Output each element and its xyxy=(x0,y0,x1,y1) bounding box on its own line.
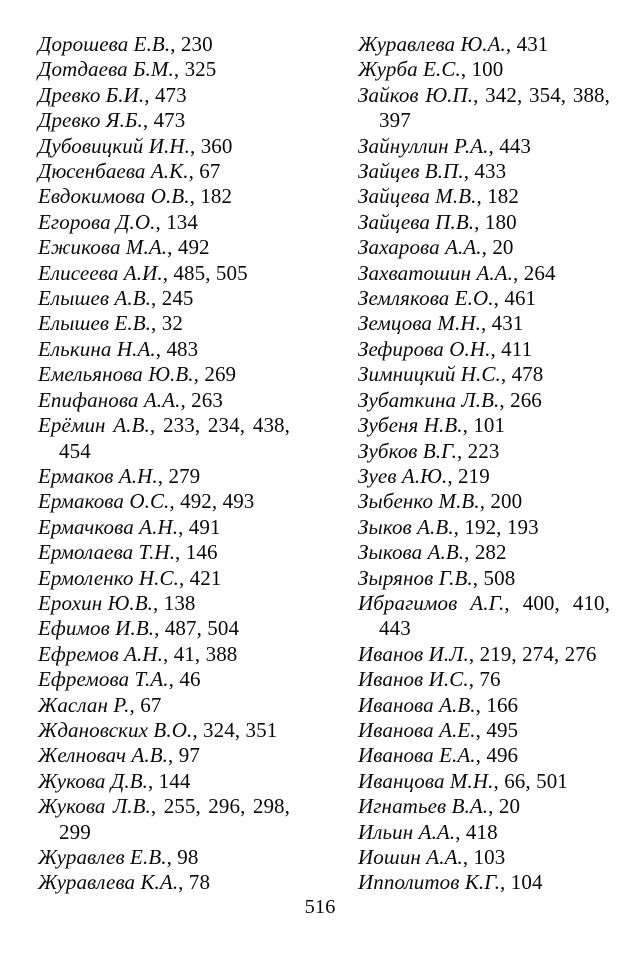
entry-name: Ерохин Ю.В. xyxy=(38,590,154,615)
entry-name: Ежикова М.А. xyxy=(38,235,168,260)
entry-pages: 67 xyxy=(140,692,162,717)
index-entry xyxy=(358,870,610,895)
entry-separator: , xyxy=(190,133,201,158)
entry-separator: , xyxy=(473,82,486,107)
entry-separator: , xyxy=(155,209,167,234)
index-entry xyxy=(38,235,290,260)
entry-pages: 324, 351 xyxy=(203,717,278,742)
entry-name: Елисеева А.И. xyxy=(38,260,163,285)
entry-pages: 134 xyxy=(166,209,198,234)
entry-name: Игнатьев В.А. xyxy=(358,794,489,819)
index-entry xyxy=(38,108,290,133)
entry-separator: , xyxy=(500,870,511,895)
index-entry xyxy=(38,616,290,641)
index-entry xyxy=(38,489,290,514)
entry-separator: , xyxy=(453,514,465,539)
entry-pages: 266 xyxy=(510,387,542,412)
index-entry xyxy=(38,870,290,895)
index-entry xyxy=(358,693,610,718)
index-entry xyxy=(358,413,610,438)
entry-separator: , xyxy=(488,133,500,158)
entry-name: Зыков А.В. xyxy=(358,514,454,539)
entry-pages: 508 xyxy=(483,565,516,590)
entry-pages: 20 xyxy=(492,235,514,260)
index-entry xyxy=(38,57,290,82)
entry-name: Дюсенбаева А.К. xyxy=(38,159,189,184)
entry-pages: 219 xyxy=(458,463,490,488)
entry-name: Зайцев В.П. xyxy=(358,159,464,184)
entry-name: Зайнуллин Р.А. xyxy=(358,133,489,158)
entry-separator: , xyxy=(168,667,180,692)
entry-name: Зырянов Г.В. xyxy=(358,565,473,590)
entry-separator: , xyxy=(475,743,487,768)
entry-separator: , xyxy=(154,616,165,641)
entry-separator: , xyxy=(447,463,459,488)
entry-name: Дорошева Е.В. xyxy=(38,32,171,56)
entry-pages: 264 xyxy=(523,260,556,285)
entry-pages: 255, 296, 298, 299 xyxy=(59,794,290,844)
entry-separator: , xyxy=(474,209,485,234)
entry-name: Журавлева Ю.А. xyxy=(358,32,506,56)
entry-separator: , xyxy=(468,641,480,666)
entry-separator: , xyxy=(155,336,167,361)
entry-separator: , xyxy=(144,82,155,107)
entry-name: Жукова Д.В. xyxy=(38,768,148,793)
entry-name: Иванова А.Е. xyxy=(358,717,476,742)
entry-name: Журба Е.С. xyxy=(358,57,461,82)
entry-pages: 342, 354, 388, 397 xyxy=(379,82,611,133)
entry-separator: , xyxy=(162,260,174,285)
entry-pages: 46 xyxy=(179,667,201,692)
entry-separator: , xyxy=(460,57,472,82)
entry-pages: 431 xyxy=(516,32,549,56)
entry-separator: , xyxy=(463,159,475,184)
entry-name: Древко Б.И. xyxy=(38,82,145,107)
entry-pages: 146 xyxy=(185,540,218,565)
index-entry xyxy=(38,362,290,387)
entry-name: Ильин А.А. xyxy=(358,819,456,844)
entry-pages: 180 xyxy=(484,209,517,234)
entry-separator: , xyxy=(513,260,524,285)
entry-name: Ипполитов К.Г. xyxy=(358,870,501,895)
entry-pages: 98 xyxy=(177,845,199,869)
entry-pages: 461 xyxy=(504,286,537,311)
index-entry xyxy=(358,667,610,692)
entry-separator: , xyxy=(462,413,474,438)
index-entry xyxy=(358,83,610,134)
entry-separator: , xyxy=(142,108,154,133)
index-entry xyxy=(358,184,610,209)
entry-pages: 103 xyxy=(473,845,506,869)
entry-name: Егорова Д.О. xyxy=(38,209,156,234)
entry-pages: 282 xyxy=(474,540,507,565)
index-entry xyxy=(38,337,290,362)
entry-separator: , xyxy=(475,692,487,717)
index-entry xyxy=(38,794,290,845)
entry-name: Земцова М.Н. xyxy=(358,311,481,336)
entry-separator: , xyxy=(168,743,179,768)
index-entry xyxy=(358,311,610,336)
index-entry xyxy=(38,464,290,489)
entry-separator: , xyxy=(157,463,169,488)
index-entry xyxy=(358,566,610,591)
index-entry xyxy=(358,820,610,845)
entry-pages: 100 xyxy=(471,57,504,82)
entry-pages: 66, 501 xyxy=(504,768,568,793)
entry-separator: , xyxy=(147,768,159,793)
entry-name: Зуев А.Ю. xyxy=(358,463,448,488)
index-entry xyxy=(358,210,610,235)
entry-separator: , xyxy=(500,362,512,387)
entry-pages: 233, 234, 438, 454 xyxy=(59,413,290,463)
entry-pages: 487, 504 xyxy=(164,616,240,641)
entry-pages: 495 xyxy=(486,717,519,742)
entry-pages: 496 xyxy=(486,743,519,768)
entry-separator: , xyxy=(476,184,488,209)
entry-separator: , xyxy=(464,540,475,565)
entry-separator: , xyxy=(479,489,491,514)
index-entry xyxy=(358,642,610,667)
entry-separator: , xyxy=(153,590,164,615)
entry-pages: 279 xyxy=(168,463,201,488)
index-entry xyxy=(358,235,610,260)
entry-pages: 421 xyxy=(189,565,222,590)
entry-separator: , xyxy=(163,641,174,666)
entry-separator: , xyxy=(481,235,493,260)
index-entry xyxy=(38,311,290,336)
entry-name: Ерёмин А.В. xyxy=(38,413,150,438)
entry-name: Евдокимова О.В. xyxy=(38,184,190,209)
entry-separator: , xyxy=(170,32,181,56)
entry-separator: , xyxy=(462,845,474,869)
index-entry xyxy=(38,743,290,768)
entry-pages: 418 xyxy=(465,819,498,844)
entry-pages: 41, 388 xyxy=(173,641,238,666)
entry-separator: , xyxy=(166,845,178,869)
entry-name: Иванов И.Л. xyxy=(358,641,469,666)
entry-pages: 431 xyxy=(491,311,524,336)
entry-name: Ефимов И.В. xyxy=(38,616,155,641)
entry-pages: 78 xyxy=(188,870,211,895)
entry-name: Древко Я.Б. xyxy=(38,108,143,133)
entry-pages: 166 xyxy=(486,692,519,717)
entry-separator: , xyxy=(490,336,502,361)
entry-separator: , xyxy=(499,387,511,412)
index-entry xyxy=(38,83,290,108)
entry-name: Елышев А.В. xyxy=(38,286,152,311)
entry-separator: , xyxy=(504,590,523,615)
entry-separator: , xyxy=(488,794,499,819)
entry-separator: , xyxy=(167,235,178,260)
entry-name: Журавлева К.А. xyxy=(38,870,179,895)
index-entry xyxy=(358,57,610,82)
entry-pages: 491 xyxy=(188,514,221,539)
index-entry xyxy=(358,769,610,794)
entry-name: Зайков Ю.П. xyxy=(358,82,474,107)
entry-separator: , xyxy=(178,870,189,895)
entry-pages: 138 xyxy=(163,590,196,615)
index-entry xyxy=(358,489,610,514)
entry-pages: 182 xyxy=(200,184,233,209)
entry-separator: , xyxy=(505,32,517,56)
entry-name: Елькина Н.А. xyxy=(38,336,156,361)
entry-pages: 144 xyxy=(158,768,191,793)
index-entry xyxy=(38,591,290,616)
entry-name: Иошин А.А. xyxy=(358,845,463,869)
entry-pages: 76 xyxy=(479,667,501,692)
entry-separator: , xyxy=(493,768,505,793)
index-entry xyxy=(358,591,610,642)
entry-name: Ефремова Т.А. xyxy=(38,667,169,692)
index-entry xyxy=(358,464,610,489)
index-entry xyxy=(38,667,290,692)
index-entry xyxy=(38,413,290,464)
index-column-left xyxy=(38,32,290,896)
index-entry xyxy=(38,32,290,57)
index-entry xyxy=(358,159,610,184)
entry-separator: , xyxy=(193,362,205,387)
entry-pages: 20 xyxy=(498,794,521,819)
entry-name: Зубеня Н.В. xyxy=(358,413,463,438)
index-entry xyxy=(358,743,610,768)
entry-pages: 67 xyxy=(199,159,221,184)
entry-pages: 492, 493 xyxy=(180,489,255,514)
entry-pages: 443 xyxy=(499,133,532,158)
index-entry xyxy=(38,845,290,870)
entry-pages: 192, 193 xyxy=(464,514,539,539)
index-entry xyxy=(358,134,610,159)
entry-name: Ермакова О.С. xyxy=(38,489,170,514)
entry-separator: , xyxy=(178,514,189,539)
entry-name: Ермаков А.Н. xyxy=(38,463,158,488)
index-entry xyxy=(38,286,290,311)
entry-pages: 32 xyxy=(161,311,183,336)
entry-name: Зыбенко М.В. xyxy=(358,489,480,514)
entry-pages: 269 xyxy=(204,362,237,387)
index-entry xyxy=(358,515,610,540)
entry-pages: 104 xyxy=(510,870,543,895)
entry-name: Иванова А.В. xyxy=(358,692,476,717)
index-entry xyxy=(358,439,610,464)
entry-name: Желновач А.В. xyxy=(38,743,169,768)
entry-separator: , xyxy=(151,311,162,336)
entry-name: Епифанова А.А. xyxy=(38,387,181,412)
entry-name: Ермоленко Н.С. xyxy=(38,565,179,590)
entry-pages: 433 xyxy=(474,159,507,184)
entry-name: Зайцева П.В. xyxy=(358,209,475,234)
index-entry xyxy=(38,210,290,235)
entry-pages: 400, 410, 443 xyxy=(379,590,610,641)
index-column-right xyxy=(358,32,610,896)
entry-name: Ермачкова А.Н. xyxy=(38,514,179,539)
entry-pages: 219, 274, 276 xyxy=(479,641,597,666)
entry-pages: 473 xyxy=(153,108,186,133)
index-entry xyxy=(358,845,610,870)
entry-separator: , xyxy=(149,413,164,438)
entry-pages: 411 xyxy=(501,336,533,361)
index-entry xyxy=(38,540,290,565)
entry-pages: 478 xyxy=(511,362,544,387)
entry-pages: 230 xyxy=(180,32,213,56)
index-entry xyxy=(38,642,290,667)
entry-separator: , xyxy=(493,286,505,311)
entry-pages: 200 xyxy=(490,489,523,514)
entry-name: Иванова Е.А. xyxy=(358,743,476,768)
index-entry xyxy=(358,337,610,362)
index-entry xyxy=(38,388,290,413)
entry-pages: 101 xyxy=(473,413,506,438)
entry-separator: , xyxy=(178,565,190,590)
entry-name: Дубовицкий И.Н. xyxy=(38,133,190,158)
entry-separator: , xyxy=(169,489,181,514)
index-entry xyxy=(358,718,610,743)
entry-name: Захватошин А.А. xyxy=(358,260,514,285)
entry-name: Жаслан Р. xyxy=(38,692,130,717)
entry-separator: , xyxy=(189,184,201,209)
index-entry xyxy=(358,32,610,57)
index-entry xyxy=(38,515,290,540)
entry-separator: , xyxy=(150,794,164,819)
entry-separator: , xyxy=(475,717,487,742)
page-number: 516 xyxy=(304,896,336,918)
index-entry xyxy=(38,261,290,286)
entry-name: Жукова Л.В. xyxy=(38,794,151,819)
entry-separator: , xyxy=(180,387,192,412)
entry-pages: 97 xyxy=(178,743,200,768)
entry-name: Емельянова Ю.В. xyxy=(38,362,194,387)
entry-separator: , xyxy=(480,311,492,336)
index-entry xyxy=(358,261,610,286)
entry-name: Зубаткина Л.В. xyxy=(358,387,500,412)
entry-separator: , xyxy=(468,667,480,692)
index-entry xyxy=(38,566,290,591)
entry-name: Иванов И.С. xyxy=(358,667,469,692)
entry-name: Ждановских В.О. xyxy=(38,717,193,742)
index-entry xyxy=(38,718,290,743)
entry-name: Ибрагимов А.Г. xyxy=(358,590,505,615)
entry-name: Ермолаева Т.Н. xyxy=(38,540,176,565)
entry-name: Зубков В.Г. xyxy=(358,438,457,463)
entry-name: Захарова А.А. xyxy=(358,235,482,260)
entry-pages: 223 xyxy=(467,438,500,463)
entry-pages: 485, 505 xyxy=(173,260,248,285)
index-entry xyxy=(38,769,290,794)
index-entry xyxy=(358,540,610,565)
entry-pages: 263 xyxy=(191,387,223,412)
entry-name: Зефирова О.Н. xyxy=(358,336,491,361)
entry-name: Елышев Е.В. xyxy=(38,311,152,336)
entry-separator: , xyxy=(456,438,468,463)
entry-separator: , xyxy=(151,286,162,311)
entry-separator: , xyxy=(175,540,186,565)
entry-name: Иванцова М.Н. xyxy=(358,768,494,793)
index-entry xyxy=(358,794,610,819)
index-entry xyxy=(358,388,610,413)
index-entry xyxy=(358,286,610,311)
entry-name: Журавлев Е.В. xyxy=(38,845,167,869)
entry-pages: 325 xyxy=(184,57,217,82)
entry-separator: , xyxy=(129,692,141,717)
entry-separator: , xyxy=(455,819,466,844)
index-entry xyxy=(38,134,290,159)
index-entry xyxy=(38,693,290,718)
entry-separator: , xyxy=(472,565,484,590)
entry-pages: 483 xyxy=(166,336,199,361)
entry-name: Зыкова А.В. xyxy=(358,540,465,565)
entry-pages: 473 xyxy=(154,82,187,107)
entry-pages: 245 xyxy=(161,286,194,311)
entry-separator: , xyxy=(173,57,185,82)
entry-name: Зайцева М.В. xyxy=(358,184,477,209)
entry-name: Ефремов А.Н. xyxy=(38,641,163,666)
entry-separator: , xyxy=(188,159,200,184)
entry-separator: , xyxy=(192,717,204,742)
index-entry xyxy=(38,184,290,209)
index-entry xyxy=(38,159,290,184)
entry-pages: 492 xyxy=(177,235,210,260)
index-entry xyxy=(358,362,610,387)
entry-name: Зимницкий Н.С. xyxy=(358,362,501,387)
entry-pages: 182 xyxy=(487,184,519,209)
entry-name: Дотдаева Б.М. xyxy=(38,57,174,82)
entry-name: Землякова Е.О. xyxy=(358,286,494,311)
entry-pages: 360 xyxy=(200,133,233,158)
